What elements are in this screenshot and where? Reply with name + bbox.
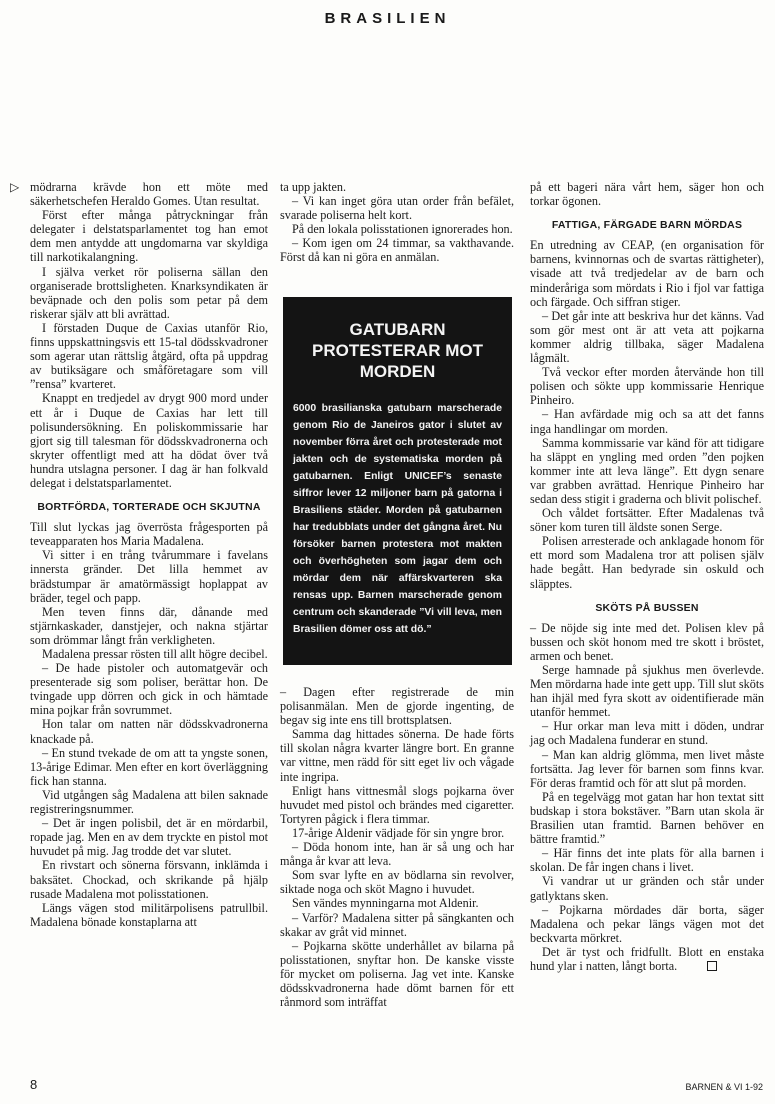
paragraph: Samma kommissarie var känd för att tidigare ha släppt en yngling med orden ”den pojken kommer inte att leva länge”. Ett dygn senare var grabben avrättad. Henrique Pinheiro har sedan dess stigit i graderna och blivit polischef. — [530, 435, 764, 506]
paragraph: På en tegelvägg mot gatan har hon textat sitt budskap i stora bokstäver. ”Barn utan skola är Brasilien utan framtid. Barnen behöver en bättre framtid.” — [530, 789, 764, 847]
paragraph: Polisen arresterade och anklagade honom för ett mord som Madalena tror att polisen själv hade begått. Han bedyrade sin oskuld och släpptes. — [530, 534, 764, 591]
paragraph: – De nöjde sig inte med det. Polisen klev på bussen och sköt honom med tre skott i bröstet, armen och benet. — [530, 620, 764, 663]
paragraph: I själva verket rör poliserna sällan den organiserade brottsligheten. Knarksyndikaten är beväpnade och den polis som petar på dem riskerar själv att bli avrättad. — [30, 264, 268, 321]
column-3 — [530, 180, 764, 973]
paragraph: Serge hamnade på sjukhus men överlevde. Men mördarna hade inte gett upp. Till slut sköts han ihjäl med fyra skott av oidentifierade män utanför hemmet. — [530, 663, 764, 720]
paragraph: Men teven finns där, dånande med stjärnkaskader, danstjejer, och nakna stjärtar som drömmar långt från verkligheten. — [30, 604, 268, 647]
paragraph: Samma dag hittades sönerna. De hade förts till skolan några kvarter längre bort. En granne var vittne, men rädd för sitt eget liv och vågade inte ingripa. — [280, 727, 514, 784]
paragraph: Till slut lyckas jag överrösta frågesporten på teveapparaten hos Maria Madalena. — [30, 520, 268, 549]
paragraph: – Vi kan inget göra utan order från befälet, svarade poliserna helt kort. — [280, 194, 514, 223]
paragraph: Längs vägen stod militärpolisens patrullbil. Madalena bönade konstaplarna att — [30, 900, 268, 929]
paragraph: På den lokala polisstationen ignorerades hon. — [292, 222, 513, 237]
paragraph: mödrarna krävde hon ett möte med säkerhetschefen Heraldo Gomes. Utan resultat. — [30, 180, 268, 209]
paragraph: – Pojkarna skötte underhållet av bilarna på polisstationen, snyftar hon. De kanske visste för mycket om poliserna. Jag vet inte. Kanske dödsskvadronerna hade dömt barnen för ett rånmord som inträffat — [280, 938, 514, 1010]
paragraph: – Varför? Madalena sitter på sängkanten och skakar av gråt vid minnet. — [280, 910, 514, 939]
paragraph: Vi sitter i en trång tvårummare i favelans innersta gränder. Det lilla hemmet av brädstumpar är amatörmässigt hoplappat av bräder, tegel och papp. — [30, 548, 268, 605]
paragraph: Hon talar om natten när dödsskvadronerna knackade på. — [30, 717, 268, 746]
paragraph: Madalena pressar rösten till allt högre decibel. — [42, 647, 268, 661]
subheading: BORTFÖRDA, TORTERADE OCH SKJUTNA — [37, 501, 261, 514]
paragraph: – Pojkarna mördades där borta, säger Madalena och pekar längs vägen mot det beckvarta mörkret. — [530, 902, 764, 945]
paragraph: – Han avfärdade mig och sa att det fanns inga handlingar om morden. — [530, 407, 764, 436]
subheading: FATTIGA, FÄRGADE BARN MÖRDAS — [551, 219, 743, 232]
paragraph: Sen vändes mynningarna mot Aldenir. — [292, 896, 479, 911]
column-1 — [30, 180, 268, 929]
paragraph — [530, 945, 764, 973]
paragraph: ta upp jakten. — [280, 180, 346, 194]
paragraph: på ett bageri nära vårt hem, säger hon och torkar ögonen. — [530, 180, 764, 209]
paragraph: Två veckor efter morden återvände hon till polisen och sökte upp kommissarie Henrique Pinheiro. — [530, 365, 764, 408]
paragraph: Vid utgången såg Madalena att bilen saknade registreringsnummer. — [30, 787, 268, 817]
paragraph: – Det går inte att beskriva hur det känns. Vad som gör mest ont är att veta att pojkarna kommer aldrig tillbaka, säger Madalena lågmält. — [530, 308, 764, 366]
paragraph: Vi vandrar ut ur gränden och står under gatlyktans sken. — [530, 874, 764, 903]
paragraph: Enligt hans vittnesmål slogs pojkarna över huvudet med pistol och brändes med cigaretter. Tortyren pågick i flera timmar. — [280, 783, 514, 826]
paragraph: 17-årige Aldenir vädjade för sin yngre bror. — [292, 825, 505, 840]
paragraph: – De hade pistoler och automatgevär och presenterade sig som poliser, berättar hon. De tvingade upp dörren och gick in och hämtade mina pojkar från sovrummet. — [30, 661, 268, 718]
paragraph: En utredning av CEAP, (en organisation för barnens, kvinnornas och de svartas rättigheter), visade att två tredjedelar av de barn och minderåriga som mördats i Rio i fjol var fattiga och färgade. Och siffran stiger. — [530, 238, 764, 309]
page-number: 8 — [30, 1077, 38, 1092]
continuation-arrow-icon: ▷ — [10, 180, 20, 194]
paragraph: En rivstart och sönerna försvann, inklämda i baksätet. Chockad, och skrikande på hjälp rusade Madalena mot polisstationen. — [30, 858, 268, 901]
sidebar-box — [283, 297, 512, 665]
last-paragraph-text: Det är tyst och fridfullt. Blott en enstaka hund ylar i natten, långt borta. — [530, 944, 764, 973]
paragraph: – En stund tvekade de om att ta yngste sonen, 13-årige Edimar. Men efter en kort överläggning fick han stanna. — [30, 745, 268, 788]
paragraph: I förstaden Duque de Caxias utanför Rio, finns uppskattningsvis ett 15-tal dödsskvadroner som agerar utan rättslig åtgärd, ofta på uppdrag av butiksägare och småföretagare som vill ”rensa” kvarteret. — [30, 320, 268, 392]
paragraph: – Dagen efter registrerade de min polisanmälan. Men de gjorde ingenting, de begav sig inte ens till brottsplatsen. — [280, 685, 514, 728]
subheading: SKÖTS PÅ BUSSEN — [595, 601, 699, 614]
paragraph: Först efter många påtryckningar från delegater i delstatsparlamentet tog han emot dem men antydde att ungdomarna var skyldiga till narkotikalangning. — [30, 208, 268, 265]
paragraph: – Döda honom inte, han är så ung och har många år kvar att leva. — [280, 840, 514, 869]
end-square-icon — [707, 961, 717, 971]
paragraph: – Här finns det inte plats för alla barnen i skolan. De får ingen chans i livet. — [530, 846, 764, 875]
paragraph: – Hur orkar man leva mitt i döden, undrar jag och Madalena funderar en stund. — [530, 719, 764, 748]
paragraph: – Det är ingen polisbil, det är en mördarbil, ropade jag. Men en av dem tryckte en pistol mot huvudet på mig. Jag trodde det var slutet. — [30, 816, 268, 859]
publication-footer: BARNEN & VI 1-92 — [685, 1082, 763, 1092]
section-header: BRASILIEN — [324, 10, 451, 27]
paragraph: Knappt en tredjedel av drygt 900 mord under ett år i Duque de Caxias har lett till polisundersökning. En poliskommissarie har gjort sig till talesman för dödsskvadronerna och skryter offentligt med att ha dödat över två hundra utslagna personer. I dag är han folkvald delegat i delstatsparlamentet. — [30, 391, 268, 490]
sidebar-box-title: GATUBARN PROTESTERAR MOT MORDEN — [312, 320, 483, 381]
column-2-lower — [280, 685, 514, 1009]
sidebar-box-body: 6000 brasilianska gatubarn marscherade genom Rio de Janeiros gator i slutet av november förra året och protesterade mot jakten och de systematiska morden på gatubarnen. Enligt UNICEF’s senaste siffror lever 12 miljoner barn på gatorna i Brasiliens städer. Morden på gatubarnen har tredubblats under det gångna året. Nu försöker barnen protestera mot makten och överhögheten som jagar dem och mördar dem när affärskvarteren ska rensas upp. Barnen marscherade genom centrum och skanderade ”Vi vill leva, men Brasilien dömer oss att dö.” — [293, 403, 502, 635]
paragraph: – Kom igen om 24 timmar, sa vakthavande. Först då kan ni göra en anmälan. — [280, 236, 514, 265]
paragraph: Som svar lyfte en av bödlarna sin revolver, siktade noga och sköt Magno i huvudet. — [280, 868, 514, 897]
paragraph: Och våldet fortsätter. Efter Madalenas två söner kom turen till äldste sonen Serge. — [530, 506, 764, 535]
paragraph: – Man kan aldrig glömma, men livet måste fortsätta. Jag lever för barnen som finns kvar. För deras framtid och för att slut på morden. — [530, 747, 764, 790]
